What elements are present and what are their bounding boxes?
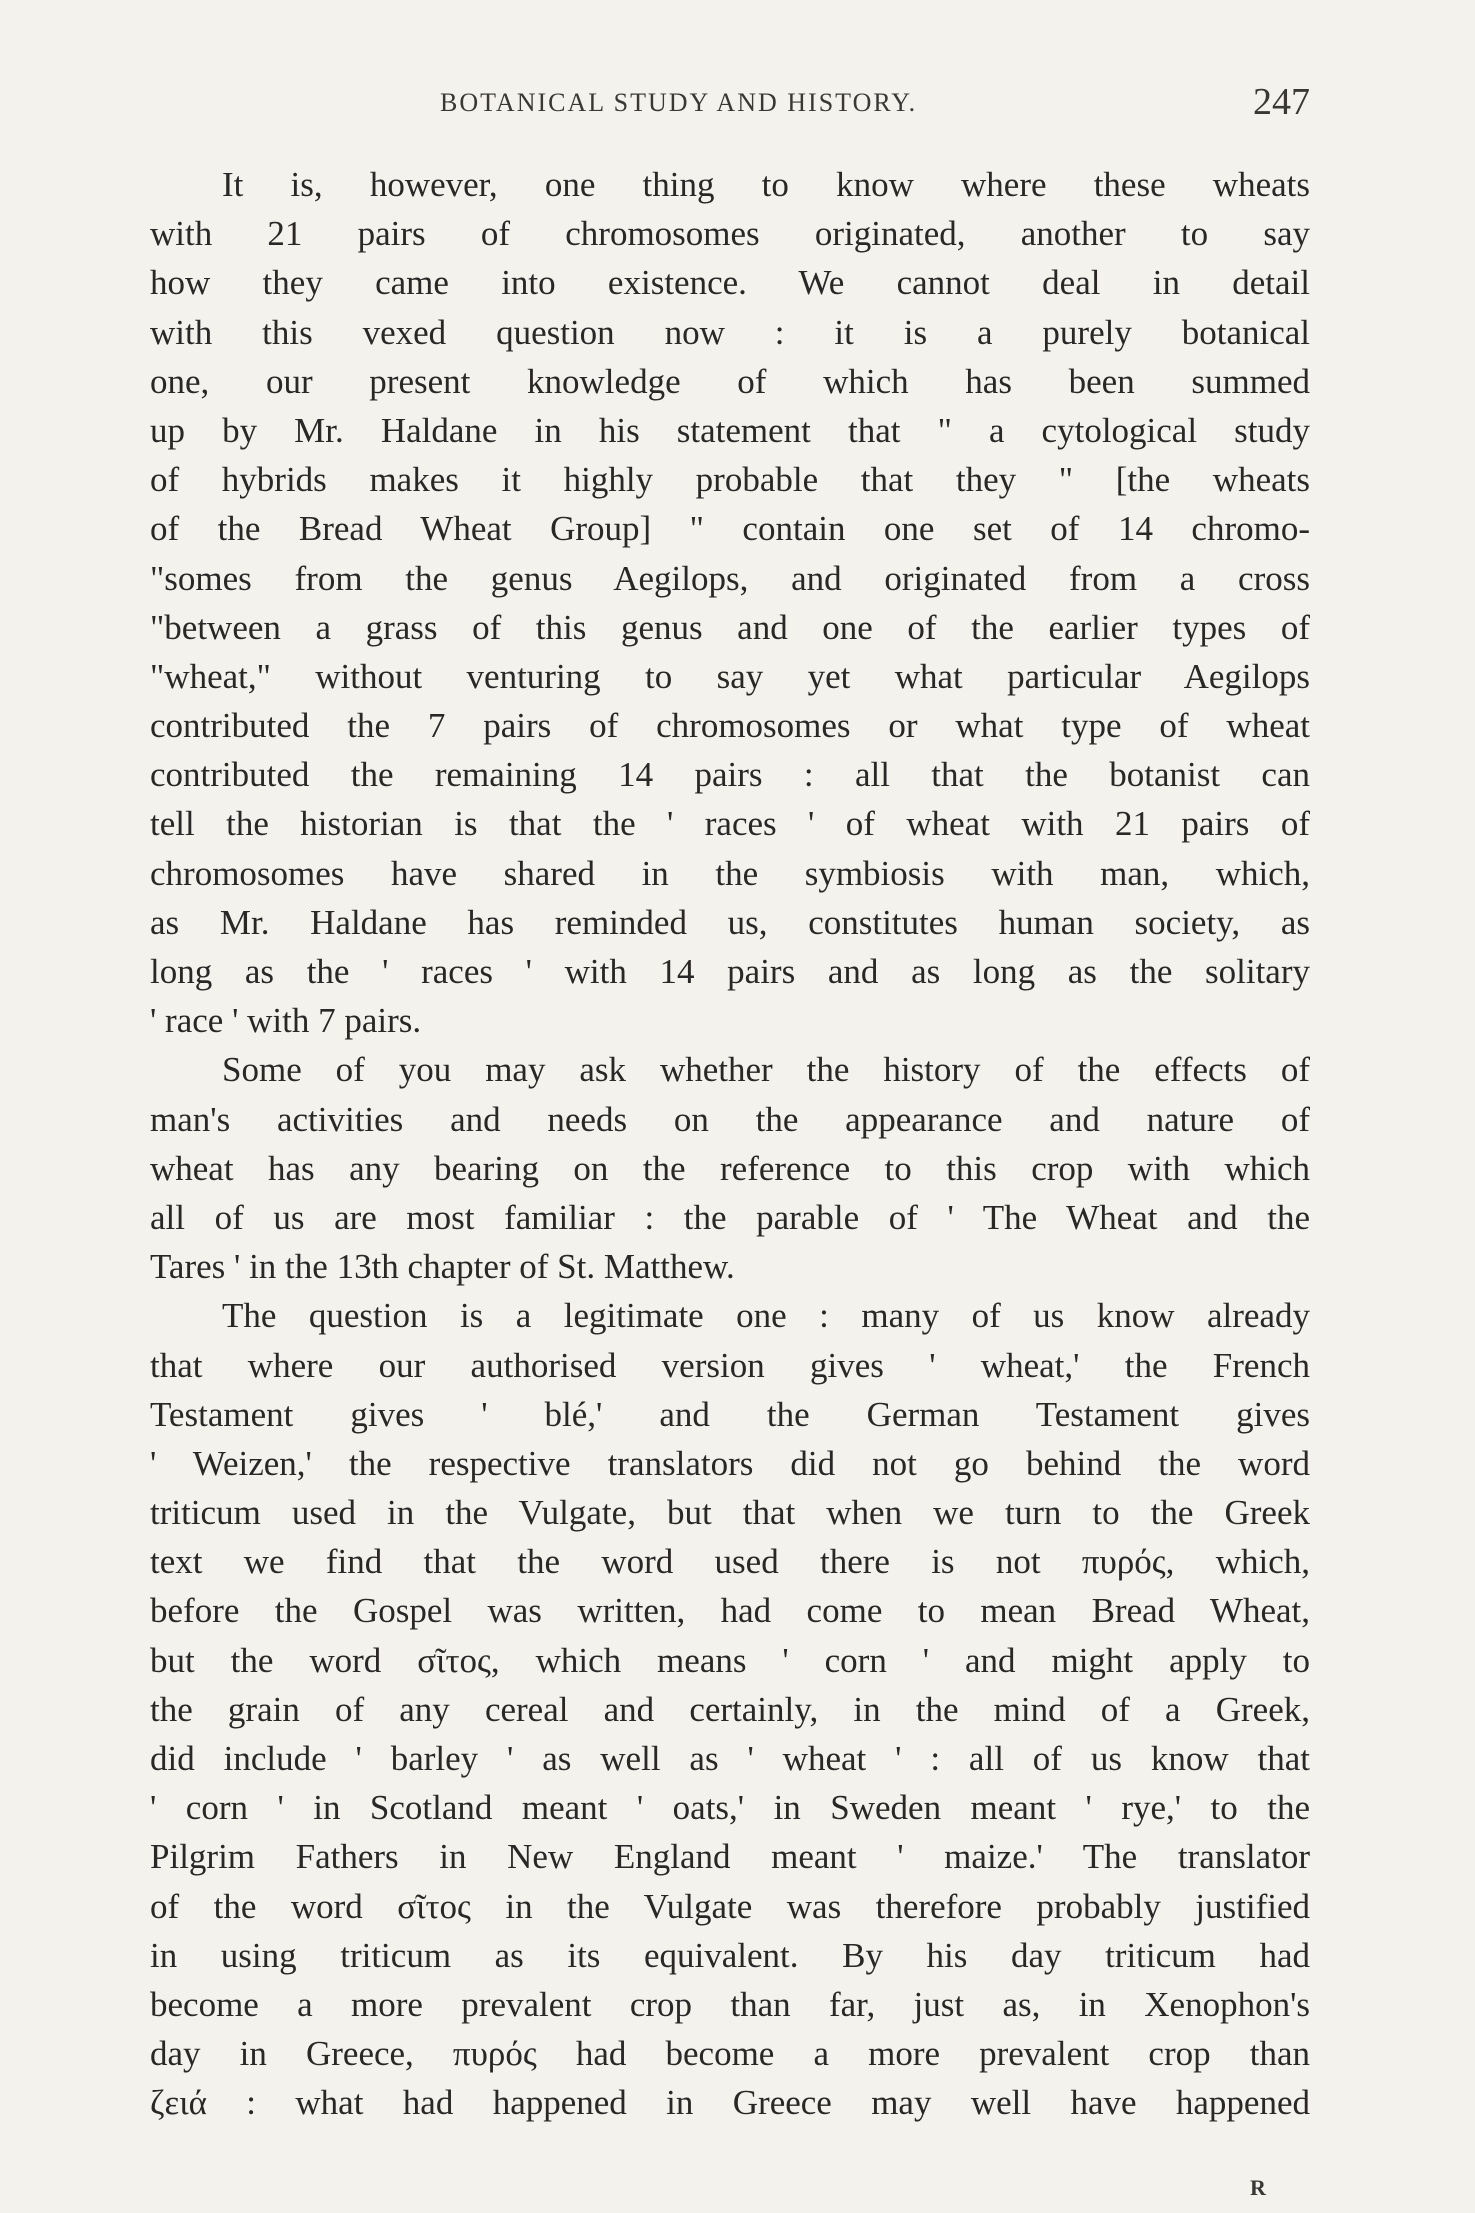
running-title: BOTANICAL STUDY AND HISTORY. <box>440 88 918 117</box>
line-text: ζειά : what had happened in Greece may well have happened <box>150 2083 1310 2123</box>
line-text: Pilgrim Fathers in New England meant ' maize.' The translator <box>150 1837 1310 1877</box>
line-text: ' corn ' in Scotland meant ' oats,' in Sweden meant ' rye,' to the <box>150 1788 1310 1828</box>
text-line <box>150 799 1310 848</box>
line-text: but the word σῖτος, which means ' corn ' and might apply to <box>150 1640 1310 1680</box>
text-line <box>150 603 1310 652</box>
line-text: with this vexed question now : it is a purely botanical <box>150 312 1310 352</box>
line-text: the grain of any cereal and certainly, in the mind of a Greek, <box>150 1689 1310 1729</box>
text-line <box>150 750 1310 799</box>
line-text: contributed the remaining 14 pairs : all that the botanist can <box>150 755 1310 795</box>
line-text: all of us are most familiar : the parable of ' The Wheat and the <box>150 1197 1310 1237</box>
text-line <box>150 1193 1310 1242</box>
text-line <box>150 504 1310 553</box>
signature-mark: R <box>1250 2175 1266 2200</box>
line-text: man's activities and needs on the appearance and nature of <box>150 1099 1310 1139</box>
text-line <box>150 1685 1310 1734</box>
line-text: Tares ' in the 13th chapter of St. Matthew. <box>150 1247 735 1287</box>
running-head <box>150 80 1310 130</box>
line-text: of the Bread Wheat Group] " contain one set of 14 chromo- <box>150 509 1310 549</box>
text-line <box>150 406 1310 455</box>
text-line <box>150 258 1310 307</box>
line-text: The question is a legitimate one : many of us know already <box>222 1296 1310 1336</box>
text-line <box>150 160 1310 209</box>
text-line <box>150 1636 1310 1685</box>
text-line <box>150 1882 1310 1931</box>
text-line <box>150 1586 1310 1635</box>
text-line <box>150 1341 1310 1390</box>
text-line <box>150 1734 1310 1783</box>
line-text: ' Weizen,' the respective translators did not go behind the word <box>150 1443 1310 1483</box>
text-line <box>150 1931 1310 1980</box>
text-line <box>150 1390 1310 1439</box>
line-text: of hybrids makes it highly probable that they " [the wheats <box>150 460 1310 500</box>
line-text: did include ' barley ' as well as ' wheat ' : all of us know that <box>150 1739 1310 1778</box>
line-text: It is, however, one thing to know where these wheats <box>222 165 1310 204</box>
line-text: long as the ' races ' with 14 pairs and as long as the solitary <box>150 952 1310 991</box>
text-line <box>150 898 1310 947</box>
line-text: tell the historian is that the ' races ' of wheat with 21 pairs of <box>150 804 1310 844</box>
text-line <box>150 947 1310 996</box>
text-line <box>150 1291 1310 1340</box>
line-text: "somes from the genus Aegilops, and originated from a cross <box>150 558 1310 598</box>
line-text: day in Greece, πυρός had become a more prevalent crop than <box>150 2034 1310 2074</box>
line-text: "between a grass of this genus and one of the earlier types of <box>150 607 1310 647</box>
text-line <box>150 1783 1310 1832</box>
line-text: with 21 pairs of chromosomes originated, another to say <box>150 214 1310 254</box>
line-text: as Mr. Haldane has reminded us, constitutes human society, as <box>150 902 1310 942</box>
text-line <box>150 1095 1310 1144</box>
text-line <box>150 1832 1310 1881</box>
text-line <box>150 2078 1310 2127</box>
text-line <box>150 357 1310 406</box>
line-text: text we find that the word used there is not πυρός, which, <box>150 1542 1310 1582</box>
text-line <box>150 996 1310 1045</box>
line-text: before the Gospel was written, had come to mean Bread Wheat, <box>150 1591 1310 1631</box>
line-text: chromosomes have shared in the symbiosis with man, which, <box>150 853 1310 893</box>
text-line <box>150 1980 1310 2029</box>
text-line <box>150 1144 1310 1193</box>
text-line <box>150 849 1310 898</box>
line-text: ' race ' with 7 pairs. <box>150 1001 422 1041</box>
line-text: triticum used in the Vulgate, but that when we turn to the Greek <box>150 1493 1310 1533</box>
text-line <box>150 209 1310 258</box>
line-text: become a more prevalent crop than far, just as, in Xenophon's <box>150 1984 1310 2024</box>
text-line <box>150 554 1310 603</box>
body-text <box>150 160 1310 2128</box>
text-line <box>150 308 1310 357</box>
line-text: Testament gives ' blé,' and the German Testament gives <box>150 1394 1310 1434</box>
text-line <box>150 2029 1310 2078</box>
text-line <box>150 1537 1310 1586</box>
line-text: wheat has any bearing on the reference to this crop with which <box>150 1148 1310 1188</box>
line-text: "wheat," without venturing to say yet what particular Aegilops <box>150 656 1310 696</box>
line-text: in using triticum as its equivalent. By his day triticum had <box>150 1935 1310 1975</box>
page-number: 247 <box>1253 81 1310 123</box>
text-line <box>150 1045 1310 1094</box>
line-text: contributed the 7 pairs of chromosomes or what type of wheat <box>150 706 1310 746</box>
text-line <box>150 652 1310 701</box>
line-text: Some of you may ask whether the history of the effects of <box>222 1050 1310 1090</box>
text-line <box>150 701 1310 750</box>
line-text: of the word σῖτος in the Vulgate was therefore probably justified <box>150 1886 1310 1926</box>
line-text: how they came into existence. We cannot deal in detail <box>150 263 1310 303</box>
text-line <box>150 1488 1310 1537</box>
line-text: that where our authorised version gives ' wheat,' the French <box>150 1345 1310 1385</box>
text-line <box>150 455 1310 504</box>
text-line <box>150 1439 1310 1488</box>
line-text: one, our present knowledge of which has been summed <box>150 361 1310 401</box>
text-line <box>150 1242 1310 1291</box>
line-text: up by Mr. Haldane in his statement that " a cytological study <box>150 410 1310 450</box>
